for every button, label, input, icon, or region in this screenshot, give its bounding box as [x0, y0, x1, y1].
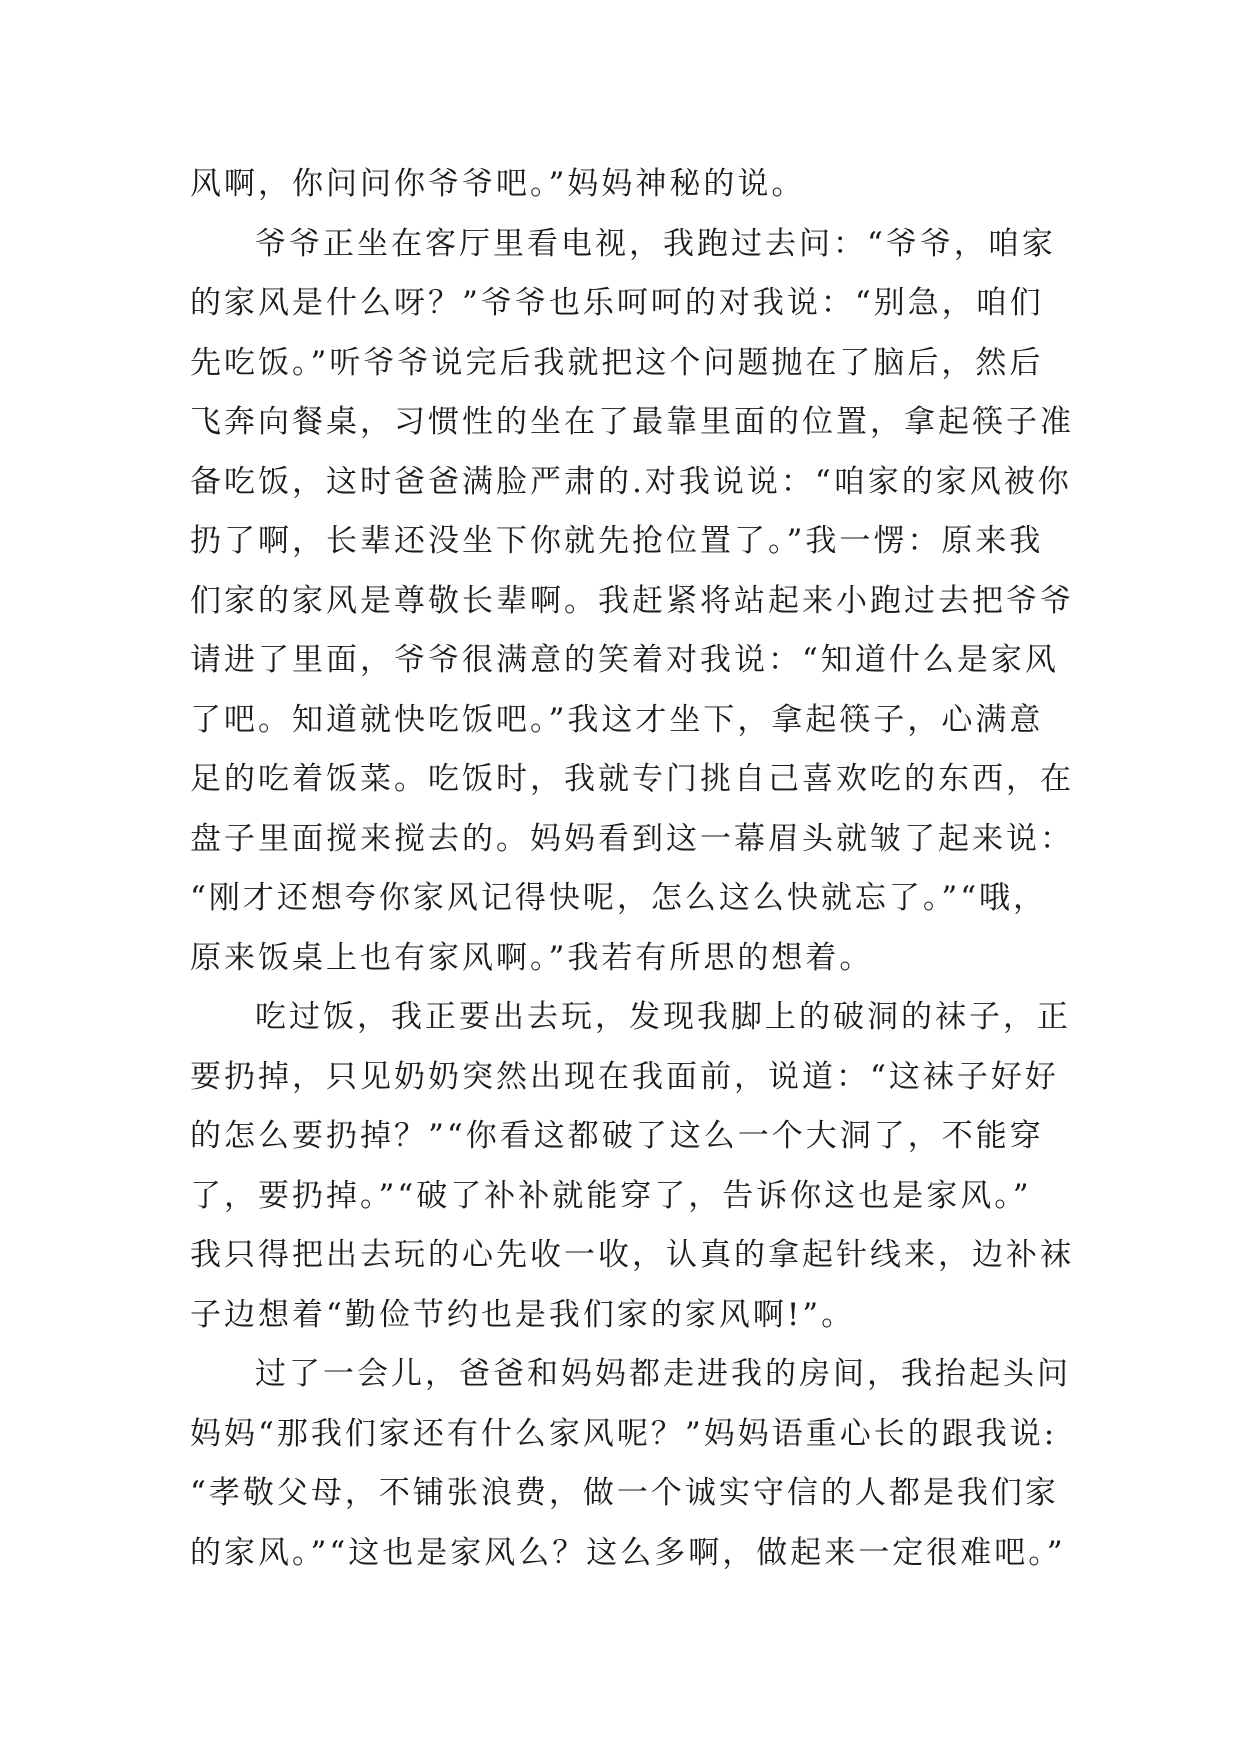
text-line: 原来饭桌上也有家风啊。”我若有所思的想着。	[190, 939, 874, 976]
text-line: 妈妈“那我们家还有什么家风呢？”妈妈语重心长的跟我说:	[190, 1415, 1058, 1452]
text-line: 先吃饭。”听爷爷说完后我就把这个问题抛在了脑后，然后	[190, 344, 1044, 381]
text-line: 了，要扔掉。”“破了补补就能穿了，告诉你这也是家风。”	[190, 1177, 1032, 1214]
text-line: 子边想着“勤俭节约也是我们家的家风啊!”。	[190, 1296, 856, 1333]
text-line: 的家风是什么呀？”爷爷也乐呵呵的对我说：“别急，咱们	[190, 285, 1044, 321]
text-line: 们家的家风是尊敬长辈啊。我赶紧将站起来小跑过去把爷爷	[190, 582, 1074, 619]
text-line: 备吃饭，这时爸爸满脸严肃的.对我说说：“咱家的家风被你	[190, 463, 1072, 500]
text-line: 的怎么要扔掉？”“你看这都破了这么一个大洞了，不能穿	[190, 1118, 1044, 1154]
text-line: 我只得把出去玩的心先收一收，认真的拿起针线来，边补袜	[190, 1237, 1074, 1273]
text-line: “刚才还想夸你家风记得快呢，怎么这么快就忘了。”“哦，	[190, 880, 1048, 916]
text-line: 足的吃着饭菜。吃饭时，我就专门挑自己喜欢吃的东西，在	[190, 761, 1074, 797]
text-line: 请进了里面，爷爷很满意的笑着对我说：“知道什么是家风	[190, 642, 1059, 678]
text-line: 扔了啊，长辈还没坐下你就先抢位置了。”我一愣：原来我	[190, 523, 1044, 559]
text-line: 飞奔向餐桌，习惯性的坐在了最靠里面的位置，拿起筷子准	[190, 404, 1074, 440]
text-line: 吃过饭，我正要出去玩，发现我脚上的破洞的袜子，正	[255, 999, 1071, 1035]
text-line: 盘子里面搅来搅去的。妈妈看到这一幕眉头就皱了起来说：	[190, 820, 1074, 857]
text-line: 风啊，你问问你爷爷吧。”妈妈神秘的说。	[190, 166, 806, 202]
text-line: 的家风。”“这也是家风么？这么多啊，做起来一定很难吧。”	[190, 1534, 1066, 1571]
body-text	[190, 155, 1074, 1583]
text-line: 了吧。知道就快吃饭吧。”我这才坐下，拿起筷子，心满意	[190, 701, 1044, 738]
text-line: 要扔掉，只见奶奶突然出现在我面前，说道：“这袜子好好	[190, 1058, 1059, 1095]
text-line: 过了一会儿，爸爸和妈妈都走进我的房间，我抬起头问	[255, 1356, 1071, 1392]
text-line: “孝敬父母，不铺张浪费，做一个诚实守信的人都是我们家	[190, 1475, 1059, 1511]
text-line: 爷爷正坐在客厅里看电视，我跑过去问：“爷爷，咱家	[255, 225, 1056, 262]
